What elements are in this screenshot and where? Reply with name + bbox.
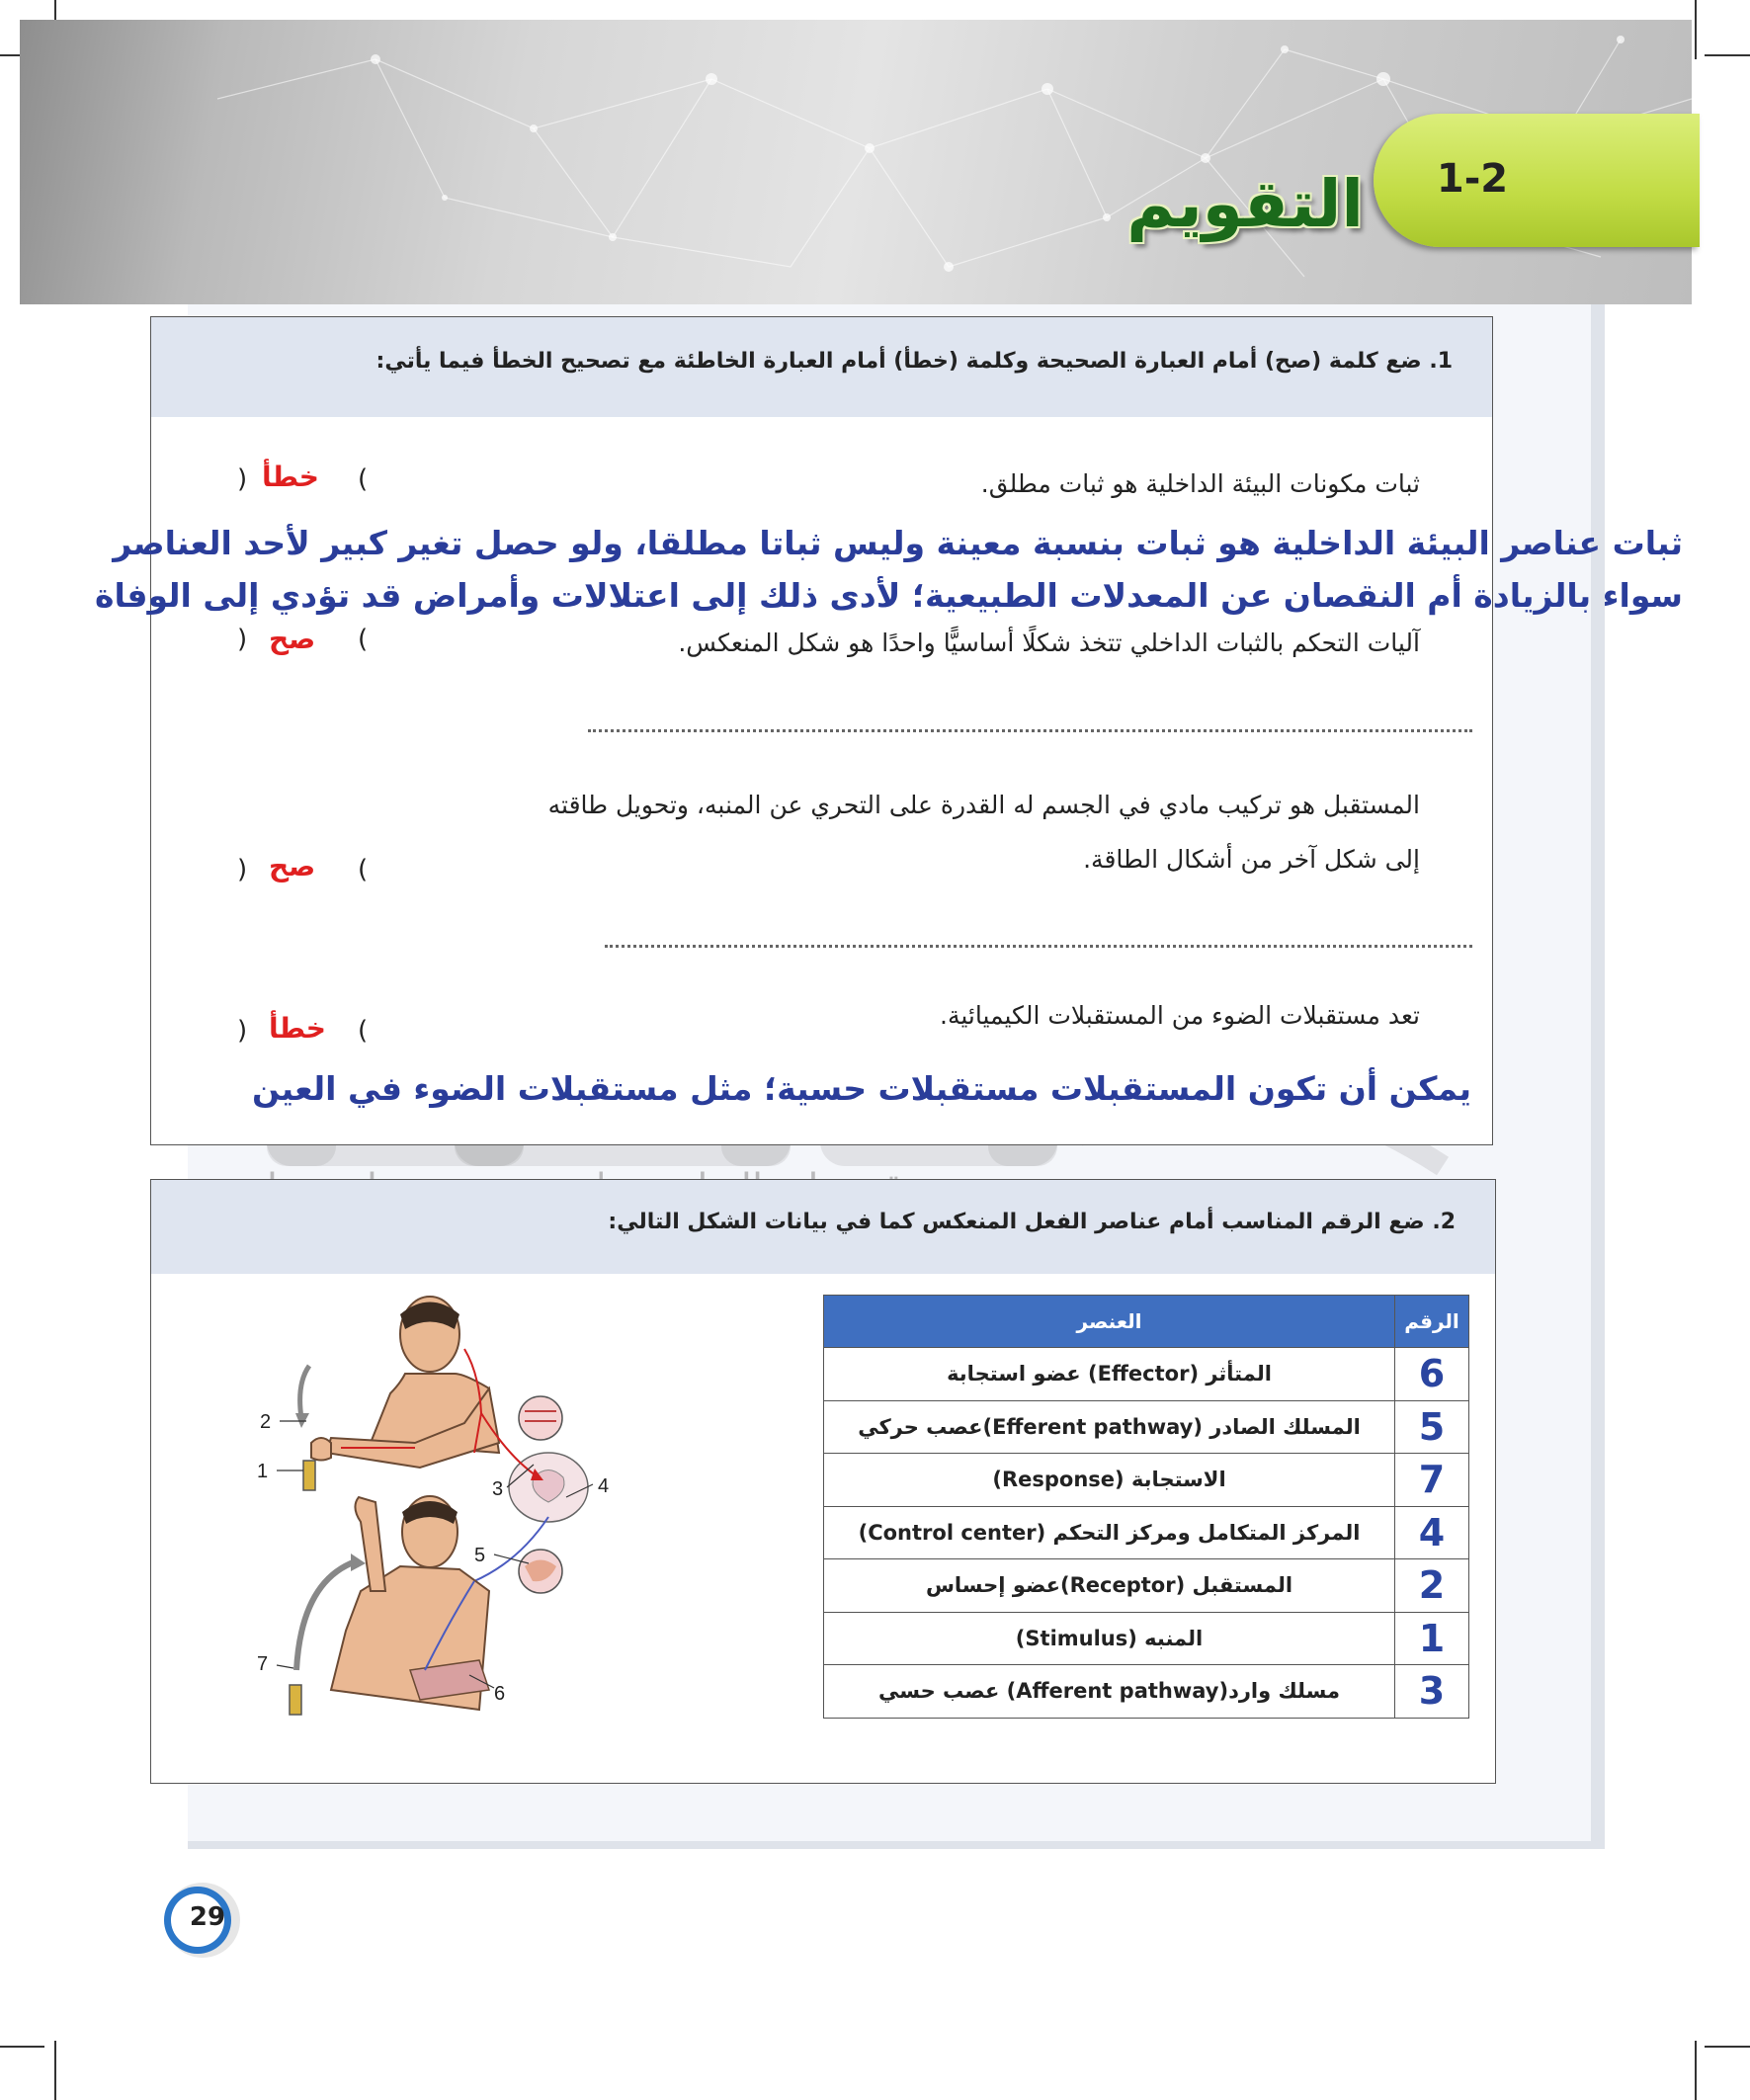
paren-close: ) [237, 464, 248, 494]
paren-open: ( [358, 464, 369, 494]
table-row [824, 1506, 1469, 1559]
number-cell: 2 [1395, 1559, 1469, 1613]
question2-header [150, 1179, 1496, 1276]
statement-1: ثبات مكونات البيئة الداخلية هو ثبات مطلق. [980, 469, 1420, 498]
question1-header [150, 316, 1493, 419]
page-number: 29 [189, 1902, 226, 1932]
element-cell: الاستجابة (Response) [824, 1454, 1395, 1507]
answer-4: خطأ [269, 1012, 326, 1045]
answer-2: صح [269, 623, 316, 655]
question1-prompt: 1. ضع كلمة (صح) أمام العبارة الصحيحة وكلمة (خطأ) أمام العبارة الخاطئة مع تصحيح الخطأ فيما يأتي: [375, 349, 1453, 374]
answer-line [588, 729, 1472, 732]
crop-mark [0, 2046, 44, 2048]
answer-line [605, 945, 1472, 948]
table-header-row [824, 1296, 1469, 1348]
table-row [824, 1612, 1469, 1665]
crop-mark [1705, 2046, 1750, 2048]
number-cell: 7 [1395, 1454, 1469, 1507]
number-cell: 3 [1395, 1665, 1469, 1719]
table-row [824, 1348, 1469, 1401]
figure-label-1: 1 [257, 1461, 269, 1482]
crop-mark [1695, 0, 1697, 59]
answer-3: صح [269, 850, 316, 882]
correction-4: يمكن أن تكون المستقبلات مستقبلات حسية؛ مثل مستقبلات الضوء في العين [251, 1069, 1471, 1108]
figure-label-6: 6 [494, 1683, 506, 1705]
correction-1-line1: ثبات عناصر البيئة الداخلية هو ثبات بنسبة معينة وليس ثباتا مطلقا، ولو حصل تغير كبير لأحد العناصر [113, 524, 1683, 562]
paren-open: ( [358, 625, 369, 654]
statement-3-line2: إلى شكل آخر من أشكال الطاقة. [1083, 845, 1420, 874]
header-element: العنصر [824, 1296, 1395, 1348]
table-row [824, 1400, 1469, 1454]
correction-1-line2: سواء بالزيادة أم النقصان عن المعدلات الطبيعية؛ لأدى ذلك إلى اعتلالات وأمراض قد تؤدي إلى الوفاة [94, 576, 1683, 615]
reflex-arc-figure [252, 1295, 657, 1729]
element-cell: المستقبل (Receptor)عضو إحساس [824, 1559, 1395, 1613]
element-cell: المتأثر (Effector) عضو استجابة [824, 1348, 1395, 1401]
paren-open: ( [358, 855, 369, 884]
paren-open: ( [358, 1016, 369, 1046]
number-cell: 4 [1395, 1506, 1469, 1559]
reflex-elements-table [823, 1295, 1469, 1719]
table-row [824, 1559, 1469, 1613]
figure-label-5: 5 [474, 1545, 486, 1566]
number-cell: 1 [1395, 1612, 1469, 1665]
number-cell: 5 [1395, 1400, 1469, 1454]
crop-mark [1695, 2041, 1697, 2100]
upper-body-illustration [311, 1297, 499, 1468]
element-cell: المنبه (Stimulus) [824, 1612, 1395, 1665]
lower-body-illustration [331, 1496, 489, 1710]
figure-label-3: 3 [492, 1478, 504, 1500]
table-row [824, 1454, 1469, 1507]
figure-label-7: 7 [257, 1653, 269, 1675]
question2-prompt: 2. ضع الرقم المناسب أمام عناصر الفعل المنعكس كما في بيانات الشكل التالي: [608, 1210, 1456, 1234]
figure-label-2: 2 [260, 1411, 272, 1433]
element-cell: مسلك وارد(Afferent pathway) عصب حسي [824, 1665, 1395, 1719]
element-cell: المسلك الصادر (Efferent pathway)عصب حركي [824, 1400, 1395, 1454]
figure-label-4: 4 [598, 1475, 610, 1497]
crop-mark [1705, 54, 1750, 56]
number-cell: 6 [1395, 1348, 1469, 1401]
answer-1: خطأ [262, 461, 319, 493]
statement-4: تعد مستقبلات الضوء من المستقبلات الكيميائية. [940, 1001, 1420, 1030]
paren-close: ) [237, 855, 248, 884]
crop-mark [54, 2041, 56, 2100]
section-number: 1-2 [1436, 156, 1509, 202]
element-cell: المركز المتكامل ومركز التحكم (Control center) [824, 1506, 1395, 1559]
table-row [824, 1665, 1469, 1719]
statement-2: آليات التحكم بالثبات الداخلي تتخذ شكلًا أساسيًّا واحدًا هو شكل المنعكس. [678, 629, 1420, 657]
statement-3-line1: المستقبل هو تركيب مادي في الجسم له القدرة على التحري عن المنبه، وتحويل طاقته [547, 791, 1420, 819]
paren-close: ) [237, 625, 248, 654]
header-number: الرقم [1395, 1296, 1469, 1348]
page-title: التقويم [1126, 166, 1364, 242]
paren-close: ) [237, 1016, 248, 1046]
